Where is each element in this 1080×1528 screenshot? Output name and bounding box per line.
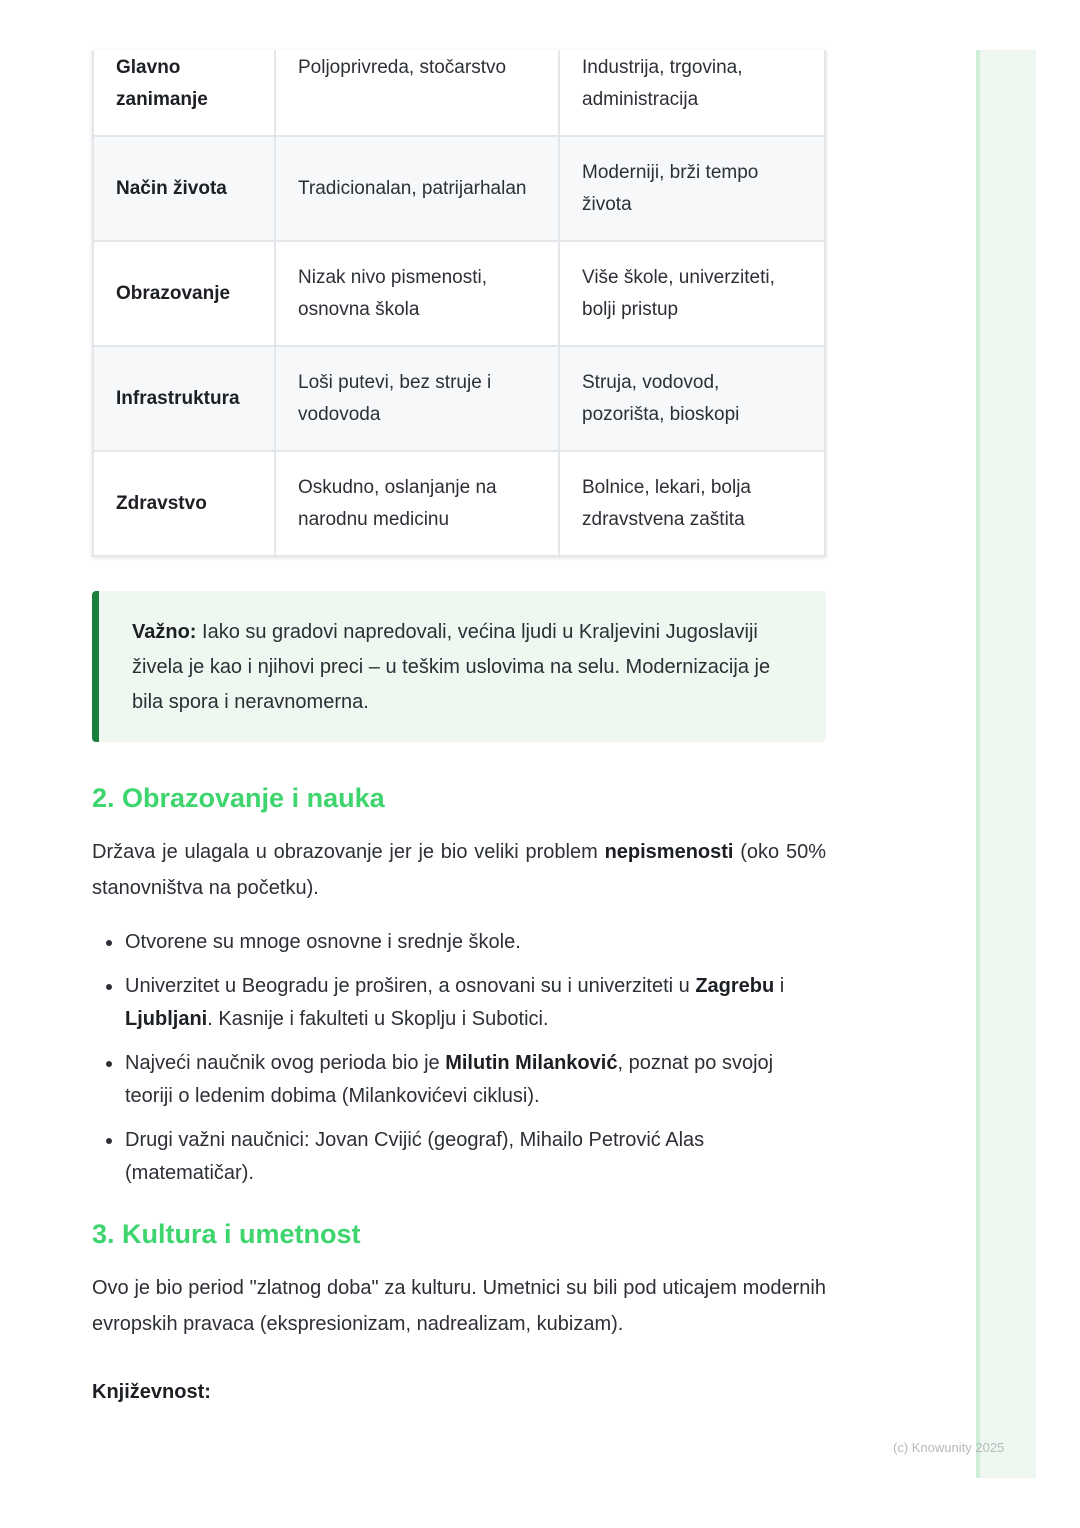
village-cell: Nizak nivo pismenosti, osnovna škola	[275, 241, 559, 346]
row-label: Infrastruktura	[93, 346, 275, 451]
side-decoration-band	[976, 50, 1036, 1478]
literature-subheading: Književnost:	[92, 1381, 211, 1403]
city-cell: Bolnice, lekari, bolja zdravstvena zaštita	[559, 451, 825, 556]
item-bold: Ljubljani	[125, 1008, 208, 1030]
city-cell: Industrija, trgovina, administracija	[559, 50, 825, 136]
item-text: i	[774, 975, 785, 997]
copyright-footer: (c) Knowunity 2025	[893, 1440, 1005, 1455]
important-callout	[92, 591, 826, 742]
document-content	[92, 50, 826, 1410]
culture-intro: Ovo je bio period "zlatnog doba" za kulturu. Umetnici su bili pod uticajem modernih evropskih pravaca (ekspresionizam, nadrealizam, kubizam).	[92, 1277, 826, 1335]
section-heading-culture: 3. Kultura i umetnost	[92, 1219, 361, 1249]
item-bold: Milutin Milanković	[445, 1052, 618, 1074]
village-cell: Poljoprivreda, stočarstvo	[275, 50, 559, 136]
list-item	[124, 1047, 826, 1113]
city-cell: Struja, vodovod, pozorišta, bioskopi	[559, 346, 825, 451]
item-text: , poznat po svojoj teoriji o ledenim dobima (Milankovićevi ciklusi).	[125, 1052, 774, 1107]
list-item	[124, 970, 826, 1036]
callout-text: Iako su gradovi napredovali, većina ljudi u Kraljevini Jugoslaviji živela je kao i njihovi preci – u teškim uslovima na selu. Modernizacija je bila spora i neravnomerna.	[132, 621, 771, 713]
list-item	[124, 926, 826, 959]
city-cell: Više škole, univerziteti, bolji pristup	[559, 241, 825, 346]
village-cell: Loši putevi, bez struje i vodovoda	[275, 346, 559, 451]
item-bold: Zagrebu	[695, 975, 775, 997]
table-row	[93, 451, 825, 556]
section-heading-education: 2. Obrazovanje i nauka	[92, 783, 385, 813]
row-label: Glavno zanimanje	[93, 50, 275, 136]
table-row	[93, 241, 825, 346]
comparison-table	[92, 50, 826, 557]
row-label: Način života	[93, 136, 275, 241]
row-label: Zdravstvo	[93, 451, 275, 556]
table-row	[93, 50, 825, 136]
intro-text-end: (oko 50% stanovništva na početku).	[92, 841, 826, 899]
item-text: Univerzitet u Beogradu je proširen, a osnovani su i univerziteti u	[125, 975, 696, 997]
city-cell: Moderniji, brži tempo života	[559, 136, 825, 241]
intro-bold: nepismenosti	[604, 841, 734, 863]
table-row	[93, 346, 825, 451]
list-item	[124, 1124, 826, 1190]
row-label: Obrazovanje	[93, 241, 275, 346]
intro-text: Država je ulagala u obrazovanje jer je bio veliki problem	[92, 841, 605, 863]
education-list	[92, 926, 826, 1190]
callout-label: Važno:	[132, 621, 197, 643]
item-text: Otvorene su mnoge osnovne i srednje škole.	[125, 931, 521, 953]
item-text: Drugi važni naučnici: Jovan Cvijić (geograf), Mihailo Petrović Alas (matematičar).	[125, 1129, 705, 1184]
education-intro	[92, 834, 826, 906]
village-cell: Tradicionalan, patrijarhalan	[275, 136, 559, 241]
village-cell: Oskudno, oslanjanje na narodnu medicinu	[275, 451, 559, 556]
item-text: Najveći naučnik ovog perioda bio je	[125, 1052, 446, 1074]
item-text: . Kasnije i fakulteti u Skoplju i Subotici.	[207, 1008, 549, 1030]
table-row	[93, 136, 825, 241]
